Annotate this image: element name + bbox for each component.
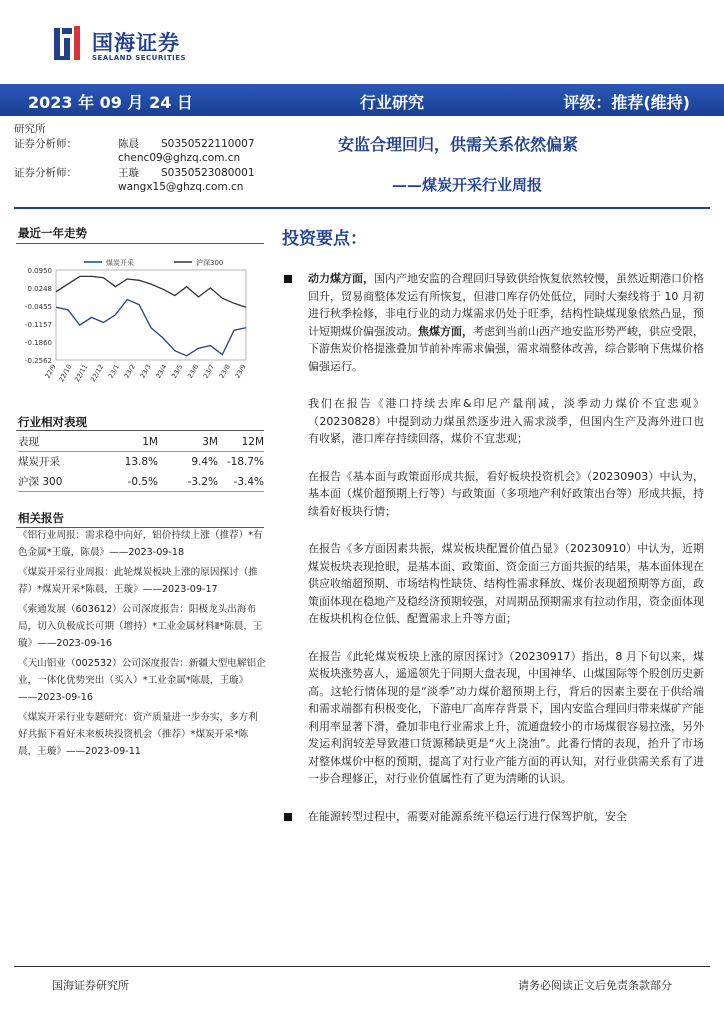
table-cell: 煤炭开采	[18, 456, 60, 468]
report-type: 行业研究	[360, 93, 425, 112]
body-paragraph: 在报告《多方面因素共振，煤炭板块配置价值凸显》（20230910）中认为，近期煤炭板块表现抢眼，是基本面、政策面、资金面三方面共振的结果，基本面体现在供应收缩超预期、市场结构性缺货、结构性需求释放、煤价表现超预期等方面，政策面体现在稳地产及稳经济预期较强，对周期品预期需求有拉动作用，资金面体现在板块机构仓位低、配置需求上升等方面；	[308, 542, 704, 625]
table-header-row	[18, 432, 264, 452]
bullet-square-icon	[284, 275, 292, 283]
table-header-cell: 表现	[18, 436, 39, 448]
x-tick-label: 23/8	[217, 363, 232, 380]
list-item[interactable]	[18, 655, 266, 706]
legend-label: 沪深300	[196, 259, 224, 267]
list-item[interactable]	[18, 564, 266, 598]
x-tick-label: 22/12	[88, 363, 106, 384]
y-tick-label: -0.1157	[24, 321, 52, 329]
logo-text-en: SEALAND SECURITIES	[92, 54, 187, 62]
list-item[interactable]	[18, 709, 266, 760]
table-header-cell: 3M	[202, 436, 218, 448]
table-row	[18, 472, 264, 492]
series-line	[56, 276, 246, 307]
y-tick-label: 0.0950	[27, 267, 52, 275]
x-tick-label: 23/2	[122, 363, 137, 380]
footer-left: 国海证券研究所	[52, 979, 129, 992]
list-item[interactable]	[18, 601, 266, 652]
series-line	[56, 300, 246, 356]
body-paragraph: 在报告《此轮煤炭板块上涨的原因探讨》（20230917）指出，8 月下旬以来，煤炭板块涨势喜人，遥遥领先于同期大盘表现，中国神华、山煤国际等个股创历史新高。这轮行情体现的是“淡季”动力煤价超预期上行，背后的因素主要在于供给端和需求端都有积极变化，下游电厂高库存背景下，国内安监合理回归带来煤矿产能利用率显著下滑，叠加非电行业需求上升，流通盘较小的市场煤很容易拉涨，另外发运利润较差导致港口货源稀缺更是“火上浇油”。此番行情的表现，抬升了市场对整体煤价中枢的预期，提高了对行业产能方面的再认知，对行业供需关系有了进一步合理修正，对行业价值属性有了更为清晰的认识。	[308, 649, 704, 785]
x-tick-label: 22/11	[73, 363, 90, 384]
analyst-label: 证券分析师：	[14, 137, 77, 150]
section-related-heading: 相关报告	[18, 511, 64, 525]
body-paragraph	[284, 808, 704, 826]
divider	[16, 430, 264, 431]
report-date: ——2023-09-16	[18, 692, 93, 703]
body-paragraph: 在报告《基本面与政策面形成共振，看好板块投资机会》（20230903）中认为，基本面（煤价超预期上行等）与政策面（多项地产利好政策出台等）形成共振，持续看好板块行情；	[308, 469, 704, 518]
x-tick-label: 23/9	[233, 363, 248, 380]
analyst-name: 陈晨	[118, 137, 139, 150]
table-cell: -0.5%	[127, 476, 158, 488]
company-logo	[52, 24, 232, 64]
analyst-email: chenc09@ghzq.com.cn	[118, 152, 241, 164]
logo-text-cn: 国海证券	[92, 31, 180, 55]
x-tick-label: 23/6	[185, 363, 201, 380]
report-link[interactable]: 《煤炭开采行业专题研究：资产质量进一步夯实，多方利好共振下看好未来板块投资机会（推荐）*煤炭开采*陈晨，王璇》	[18, 712, 258, 757]
institute-label: 研究所	[14, 123, 46, 135]
y-tick-label: -0.1860	[24, 339, 52, 347]
x-tick-label: 23/4	[154, 363, 169, 380]
report-date: ——2023-09-17	[142, 584, 218, 595]
analyst-block	[14, 122, 284, 195]
report-subtitle: ——煤炭开采行业周报	[392, 176, 543, 194]
report-link[interactable]: 《天山铝业（002532）公司深度报告：新疆大型电解铝企业，一体化优势突出（买入）*工业金属*陈晨，王璇》	[18, 658, 266, 686]
report-date: ——2023-09-16	[37, 638, 113, 649]
report-link[interactable]: 《铝行业周报：需求稳中向好，铝价持续上涨（推荐）*有色金属*王璇，陈晨》	[18, 530, 263, 558]
x-tick-label: 22/9	[43, 363, 58, 380]
bold-lead: 动力煤方面，	[308, 272, 374, 285]
analyst-cert: S0350523080001	[161, 166, 255, 179]
x-tick-label: 23/3	[138, 363, 153, 380]
table-cell: 9.4%	[191, 456, 218, 468]
x-tick-label: 23/5	[170, 363, 185, 380]
table-row	[18, 452, 264, 472]
main-body	[284, 270, 704, 845]
divider	[16, 243, 264, 244]
divider	[18, 491, 264, 492]
report-date: 2023 年 09 月 24 日	[28, 93, 193, 112]
footer-divider	[14, 966, 710, 967]
performance-table	[18, 432, 264, 492]
footer-right: 请务必阅读正文后免责条款部分	[518, 979, 672, 992]
bold-lead: 焦煤方面，	[418, 324, 473, 338]
paragraph-text: 考虑到当前山西产地安监形势严峻，供应受限，下游焦炭价格提涨叠加节前补库需求偏强，需求端整体改善，综合影响下焦煤价格偏强运行。	[308, 324, 704, 373]
rating-label: 评级：推荐(维持)	[563, 93, 690, 112]
table-header-cell: 12M	[241, 436, 264, 448]
list-item[interactable]	[18, 527, 266, 561]
x-tick-label: 23/7	[201, 363, 217, 380]
section-performance-heading: 行业相对表现	[18, 415, 87, 429]
table-cell: 13.8%	[124, 456, 158, 468]
paragraph-text: 在能源转型过程中，需要对能源系统平稳运行进行保驾护航，安全	[308, 809, 627, 823]
report-date: ——2023-09-18	[109, 547, 185, 558]
table-cell: -18.7%	[226, 456, 264, 468]
logo-mark-icon	[52, 24, 86, 62]
body-paragraph: 我们在报告《港口持续去库&印尼产量削减，淡季动力煤价不宜悲观》（20230828）中提到动力煤虽然逐步进入需求淡季，但国内生产及海外进口也有收紧，港口库存持续回落，煤价不宜悲观；	[308, 397, 704, 445]
related-reports-list	[18, 527, 266, 763]
investment-heading: 投资要点：	[282, 229, 367, 249]
legend-label: 煤炭开采	[106, 259, 134, 267]
y-tick-label: 0.0248	[27, 285, 52, 293]
table-cell: -3.2%	[187, 476, 218, 488]
y-tick-label: -0.0455	[24, 303, 52, 311]
table-cell: 沪深 300	[18, 476, 63, 488]
paragraph-text: 国内产地安监的合理回归导致供给恢复依然较慢，虽然近期港口价格回升，贸易商整体发运有所恢复，但港口库存仍处低位，同时大秦线将于 10 月初进行秋季检修，非电行业的动力煤需求仍处于旺季，结构性缺煤现象依然凸显，预计短期煤价偏强波动。	[308, 272, 704, 338]
body-paragraph	[284, 270, 704, 375]
analyst-label: 证券分析师：	[14, 166, 77, 179]
analyst-cert: S0350522110007	[161, 137, 255, 150]
report-title: 安监合理回归，供需关系依然偏紧	[338, 135, 579, 154]
trend-chart	[14, 250, 264, 390]
report-link[interactable]: 《煤炭开采行业周报：此轮煤炭板块上涨的原因探讨（推荐）*煤炭开采*陈晨，王璇》	[18, 567, 258, 595]
x-tick-label: 23/1	[106, 363, 122, 380]
table-cell: -3.4%	[233, 476, 264, 488]
section-trend-heading: 最近一年走势	[18, 226, 87, 240]
header-banner	[0, 84, 724, 116]
x-tick-label: 22/10	[57, 363, 74, 384]
y-tick-label: -0.2562	[24, 357, 52, 365]
analyst-email: wangx15@ghzq.com.cn	[118, 181, 244, 193]
table-header-cell: 1M	[142, 436, 158, 448]
report-link[interactable]: 《索通发展（603612）公司深度报告：阳极龙头出海布局，切入负极成长可期（增持）*工业金属材料Ⅱ*陈晨，王璇》	[18, 604, 263, 649]
report-date: ——2023-09-11	[65, 746, 141, 757]
bullet-square-icon	[284, 813, 292, 821]
header-divider	[14, 207, 710, 209]
analyst-name: 王璇	[118, 166, 139, 179]
